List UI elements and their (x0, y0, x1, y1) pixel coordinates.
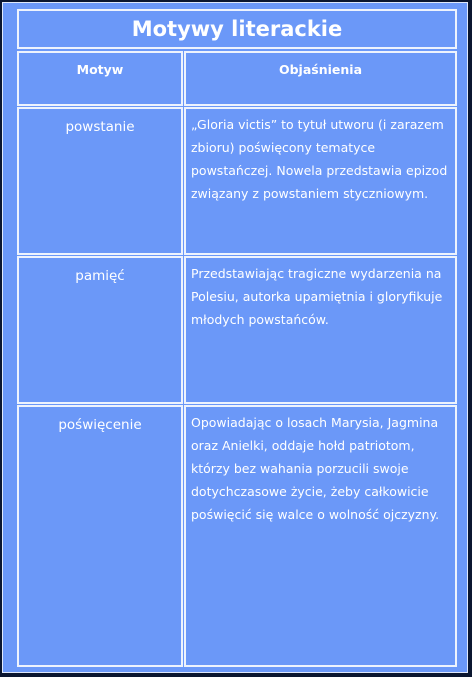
explanation-cell: Opowiadając o losach Marysia, Jagmina oraz Anielki, oddaje hołd patriotom, którzy bez wahania porzucili swoje dotychczasowe życie, żeby całkowicie poświęcić się walce o wolność ojczyzny. (184, 405, 457, 667)
explanation-cell: „Gloria victis” to tytuł utworu (i zarazem zbioru) poświęcony tematyce powstańczej. Nowela przedstawia epizod związany z powstaniem styczniowym. (184, 107, 457, 255)
motifs-table-card (2, 2, 468, 673)
table-title: Motywy literackie (17, 9, 457, 49)
motif-cell: pamięć (17, 256, 183, 404)
header-explanation: Objaśnienia (184, 51, 457, 106)
motif-cell: poświęcenie (17, 405, 183, 667)
explanation-cell: Przedstawiając tragiczne wydarzenia na Polesiu, autorka upamiętnia i gloryfikuje młodych powstańców. (184, 256, 457, 404)
motif-cell: powstanie (17, 107, 183, 255)
motifs-table (17, 51, 457, 667)
header-motif: Motyw (17, 51, 183, 106)
